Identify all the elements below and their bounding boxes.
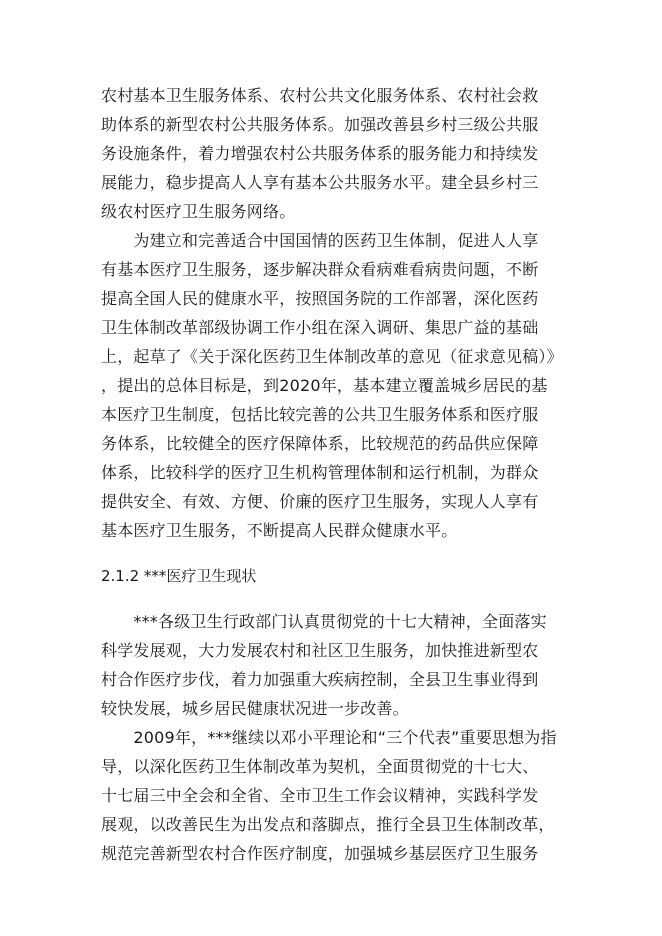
text-line: 展能力，稳步提高人人享有基本公共服务水平。建全县乡村三 [101, 173, 539, 192]
text-line: 2009年，***继续以邓小平理论和“三个代表”重要思想为指 [101, 728, 557, 747]
text-line: ，提出的总体目标是，到2020年，基本建立覆盖城乡居民的基 [101, 376, 548, 395]
text-line: 助体系的新型农村公共服务体系。加强改善县乡村三级公共服 [101, 115, 539, 134]
text-line: 科学发展观，大力发展农村和社区卫生服务，加快推进新型农 [101, 641, 539, 660]
text-line: 提高全国人民的健康水平，按照国务院的工作部署，深化医药 [101, 289, 539, 308]
text-line: 务设施条件，着力增强农村公共服务体系的服务能力和持续发 [101, 144, 539, 163]
text-line: 导，以深化医药卫生体制改革为契机，全面贯彻党的十七大、 [101, 757, 539, 776]
text-line: 本医疗卫生制度，包括比较完善的公共卫生服务体系和医疗服 [101, 405, 539, 424]
text-line: 体系，比较科学的医疗卫生机构管理体制和运行机制，为群众 [101, 463, 539, 482]
text-line: 基本医疗卫生服务，不断提高人民群众健康水平。 [101, 521, 458, 540]
text-line: 务体系，比较健全的医疗保障体系，比较规范的药品供应保障 [101, 434, 539, 453]
text-line: 卫生体制改革部级协调工作小组在深入调研、集思广益的基础 [101, 318, 539, 337]
text-line: 较快发展，城乡居民健康状况进一步改善。 [101, 699, 409, 718]
text-line: 十七届三中全会和全省、全市卫生工作会议精神，实践科学发 [101, 786, 539, 805]
text-line: 提供安全、有效、方便、价廉的医疗卫生服务，实现人人享有 [101, 492, 539, 511]
text-line: 展观，以改善民生为出发点和落脚点，推行全县卫生体制改革， [101, 815, 555, 834]
text-line: 上，起草了《关于深化医药卫生体制改革的意见（征求意见稿）》 [101, 347, 563, 366]
text-line: 为建立和完善适合中国国情的医药卫生体制，促进人人享 [101, 231, 539, 250]
text-line: 规范完善新型农村合作医疗制度，加强城乡基层医疗卫生服务 [101, 844, 539, 863]
text-line: 级农村医疗卫生服务网络。 [101, 202, 296, 221]
text-line: 村合作医疗步伐，着力加强重大疾病控制，全县卫生事业得到 [101, 670, 539, 689]
text-line: ***各级卫生行政部门认真贯彻党的十七大精神，全面落实 [101, 612, 547, 631]
text-line: 有基本医疗卫生服务，逐步解决群众看病难看病贵问题，不断 [101, 260, 539, 279]
text-line: 农村基本卫生服务体系、农村公共文化服务体系、农村社会救 [101, 86, 539, 105]
section-heading: 2.1.2 ***医疗卫生现状 [101, 567, 257, 585]
